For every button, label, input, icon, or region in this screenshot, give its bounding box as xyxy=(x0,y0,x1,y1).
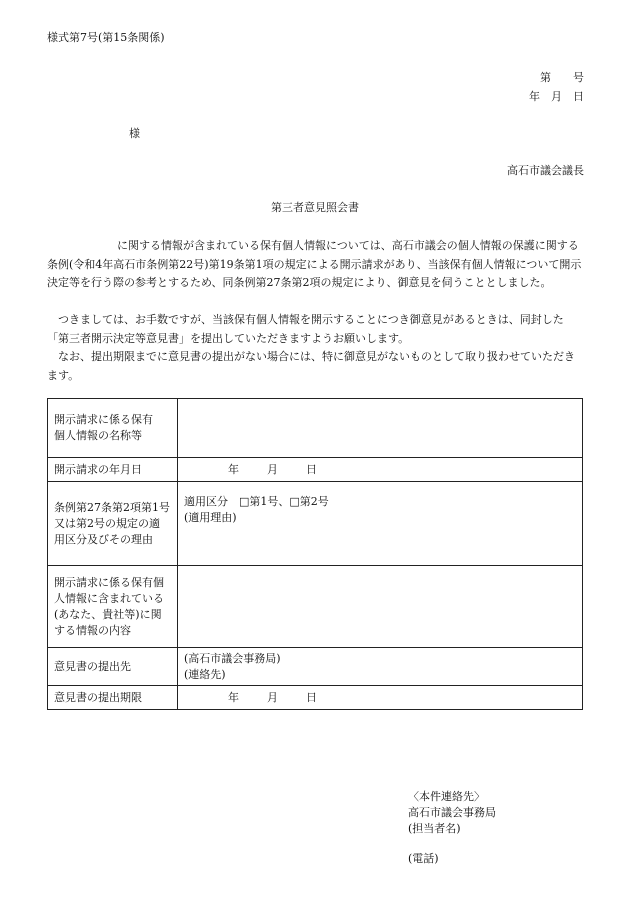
contact-heading: 〈本件連絡先〉 xyxy=(408,790,485,803)
row-value-information-content[interactable] xyxy=(178,566,583,648)
row-value-submission-destination: (高石市議会事務局) (連絡先) xyxy=(178,648,583,686)
row-label-application-category: 条例第27条第2項第1号 又は第2号の規定の適 用区分及びその理由 xyxy=(48,482,178,566)
recipient-suffix: 様 xyxy=(129,127,140,140)
inquiry-table xyxy=(47,398,583,710)
document-date: 年 月 日 xyxy=(529,90,584,103)
body-paragraph-3-text: なお、提出期限までに意見書の提出がない場合には、特に御意見がないものとして取り扱わせていただきます。 xyxy=(47,350,575,382)
body-paragraph-2-text: つきましては、お手数ですが、当該保有個人情報を開示することにつき御意見があるときは、同封した「第三者開示決定等意見書」を提出していただきますようお願いします。 xyxy=(47,313,564,345)
application-reason: (適用理由) xyxy=(184,511,237,524)
body-paragraph-3 xyxy=(47,348,585,385)
form-number: 様式第7号(第15条関係) xyxy=(47,31,165,44)
row-value-submission-deadline[interactable]: 年 月 日 xyxy=(178,686,583,710)
table-row-information-name xyxy=(48,399,583,458)
contact-phone: (電話) xyxy=(408,852,439,865)
sender-name: 高石市議会議長 xyxy=(507,164,584,177)
table-row-request-date xyxy=(48,458,583,482)
row-label-request-date: 開示請求の年月日 xyxy=(48,458,178,482)
contact-office: 高石市議会事務局 xyxy=(408,806,496,819)
contact-block xyxy=(408,789,496,867)
body-paragraph-1 xyxy=(47,237,585,293)
row-label-submission-deadline: 意見書の提出期限 xyxy=(48,686,178,710)
application-category-checkboxes[interactable]: 適用区分 □第1号、□第2号 xyxy=(184,495,329,508)
table-row-submission-deadline xyxy=(48,686,583,710)
row-label-information-name: 開示請求に係る保有 個人情報の名称等 xyxy=(48,399,178,458)
row-value-information-name[interactable] xyxy=(178,399,583,458)
row-label-information-content: 開示請求に係る保有個 人情報に含まれている (あなた、貴社等)に関 する情報の内容 xyxy=(48,566,178,648)
table-row-information-content xyxy=(48,566,583,648)
document-number: 第 号 xyxy=(540,71,584,84)
row-value-application-category[interactable] xyxy=(178,482,583,566)
table-row-application-category xyxy=(48,482,583,566)
document-title: 第三者意見照会書 xyxy=(271,201,359,214)
table-row-submission-destination xyxy=(48,648,583,686)
row-value-request-date[interactable]: 年 月 日 xyxy=(178,458,583,482)
body-paragraph-2 xyxy=(47,311,585,348)
body-paragraph-1-text: に関する情報が含まれている保有個人情報については、高石市議会の個人情報の保護に関する条例(令和4年高石市条例第22号)第19条第1項の規定による開示請求があり、当該保有個人情報について開示決定等を行う際の参考とするため、同条例第27条第2項の規定により、御意見を伺うこととしました。 xyxy=(47,239,582,289)
row-label-submission-destination: 意見書の提出先 xyxy=(48,648,178,686)
contact-person: (担当者名) xyxy=(408,822,461,835)
